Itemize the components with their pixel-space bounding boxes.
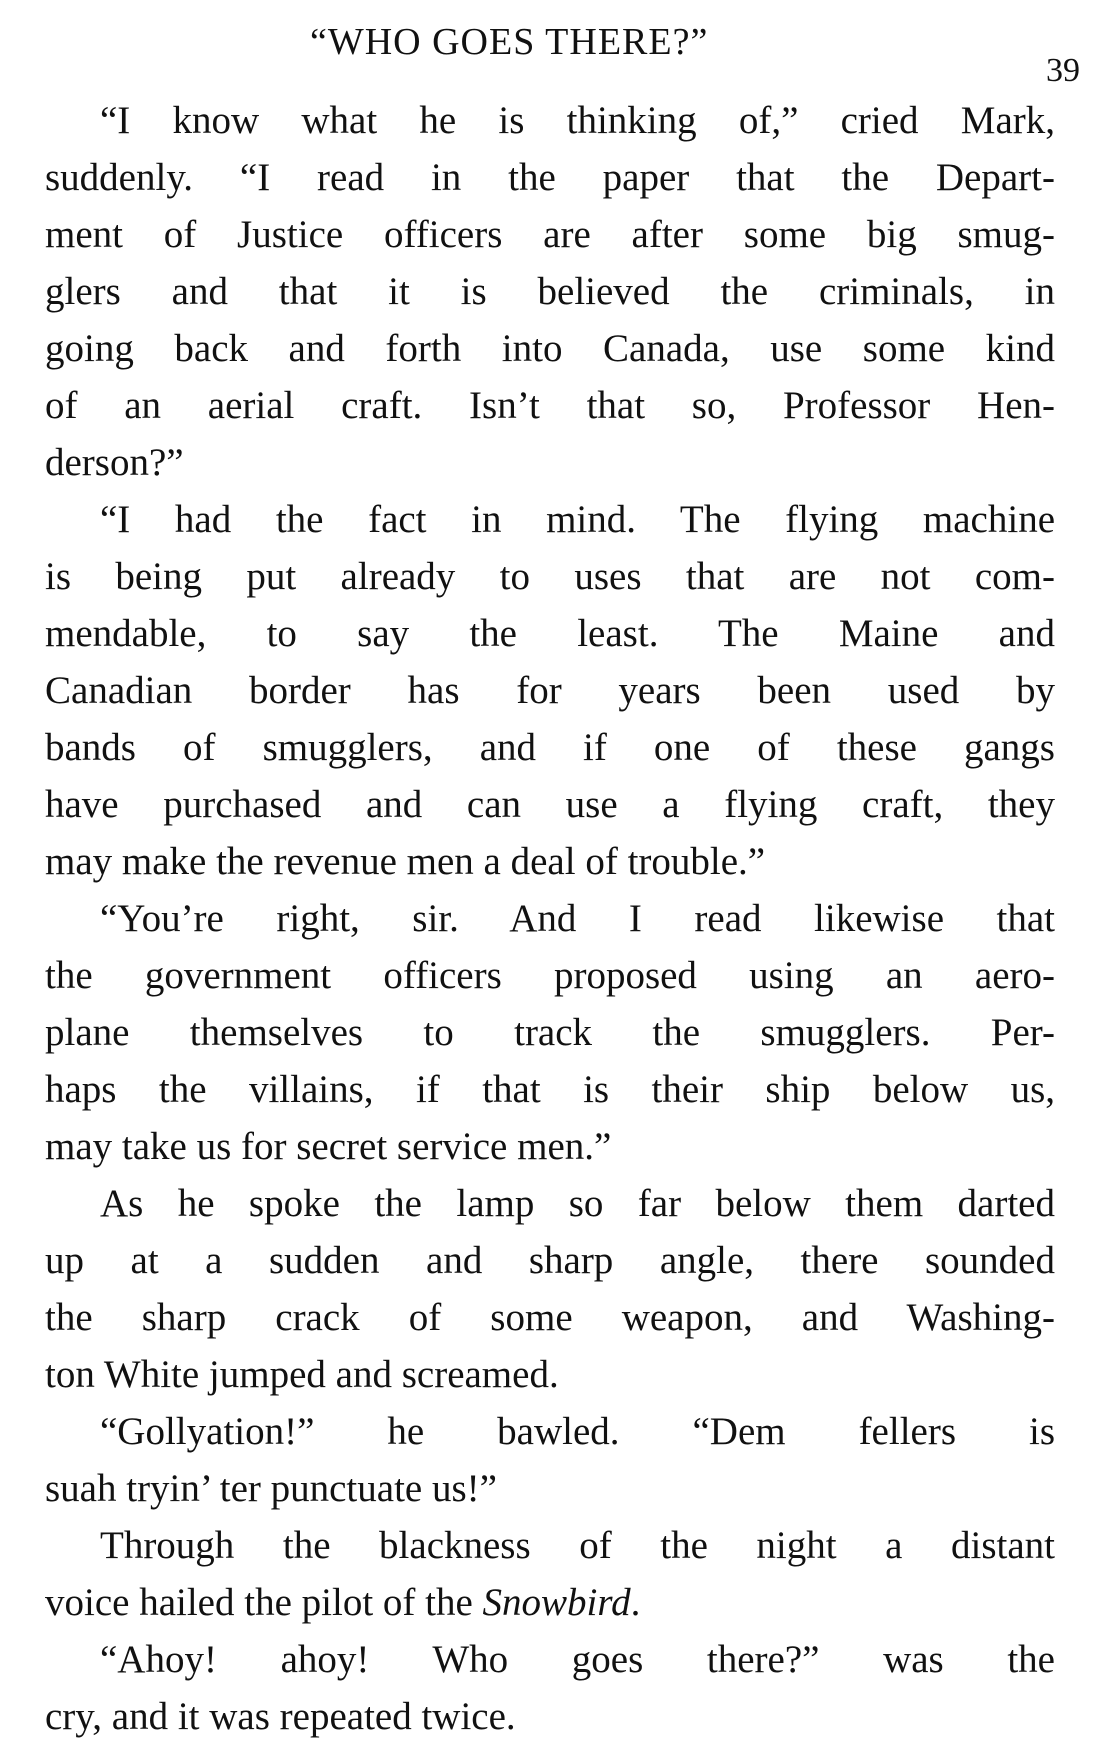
ship-name-snowbird: Snowbird: [482, 1581, 631, 1624]
running-head: “WHO GOES THERE?”: [310, 21, 709, 63]
paragraph-5-line-2: suah tryin’ ter punctuate us!”: [45, 1467, 497, 1510]
paragraph-2-line-7: may make the revenue men a deal of trouble.”: [45, 840, 766, 883]
paragraph-6-line-1: Through the blackness of the night a distant: [100, 1524, 1055, 1567]
paragraph-6-line-2-end: .: [630, 1581, 641, 1624]
paragraph-3-line-4: haps the villains, if that is their ship below us,: [45, 1068, 1055, 1111]
paragraph-1-line-4: glers and that it is believed the criminals, in: [45, 270, 1055, 313]
paragraph-2-line-5: bands of smugglers, and if one of these gangs: [45, 726, 1055, 769]
paragraph-3-line-5: may take us for secret service men.”: [45, 1125, 612, 1168]
paragraph-2-line-3: mendable, to say the least. The Maine and: [45, 612, 1055, 655]
paragraph-1-line-1: “I know what he is thinking of,” cried Mark,: [100, 99, 1055, 142]
paragraph-1-line-3: ment of Justice officers are after some big smug-: [45, 213, 1055, 256]
body-text: [45, 92, 1055, 1745]
page-header: [60, 20, 1080, 89]
paragraph-6-line-2: [45, 1574, 1055, 1631]
paragraph-6-line-2-text: voice hailed the pilot of the: [45, 1581, 483, 1624]
paragraph-2-line-2: is being put already to uses that are not com-: [45, 555, 1055, 598]
paragraph-5-line-1: “Gollyation!” he bawled. “Dem fellers is: [100, 1410, 1055, 1453]
paragraph-4-line-2: up at a sudden and sharp angle, there sounded: [45, 1239, 1055, 1282]
paragraph-3-line-3: plane themselves to track the smugglers. Per-: [45, 1011, 1055, 1054]
paragraph-4-line-1: As he spoke the lamp so far below them darted: [100, 1182, 1055, 1225]
paragraph-7-line-1: “Ahoy! ahoy! Who goes there?” was the: [100, 1638, 1055, 1681]
page-number: 39: [1046, 52, 1080, 89]
paragraph-2-line-4: Canadian border has for years been used by: [45, 669, 1055, 712]
paragraph-1-line-6: of an aerial craft. Isn’t that so, Professor Hen-: [45, 384, 1055, 427]
paragraph-2-line-6: have purchased and can use a flying craft, they: [45, 783, 1055, 826]
paragraph-1-line-5: going back and forth into Canada, use some kind: [45, 327, 1055, 370]
paragraph-4-line-3: the sharp crack of some weapon, and Washing-: [45, 1296, 1055, 1339]
paragraph-3-line-1: “You’re right, sir. And I read likewise that: [100, 897, 1055, 940]
paragraph-1-line-2: suddenly. “I read in the paper that the Depart-: [45, 156, 1055, 199]
paragraph-4-line-4: ton White jumped and screamed.: [45, 1353, 559, 1396]
paragraph-1-line-7: derson?”: [45, 441, 184, 484]
paragraph-7-line-2: cry, and it was repeated twice.: [45, 1695, 516, 1738]
paragraph-2-line-1: “I had the fact in mind. The flying machine: [100, 498, 1055, 541]
paragraph-3-line-2: the government officers proposed using an aero-: [45, 954, 1055, 997]
